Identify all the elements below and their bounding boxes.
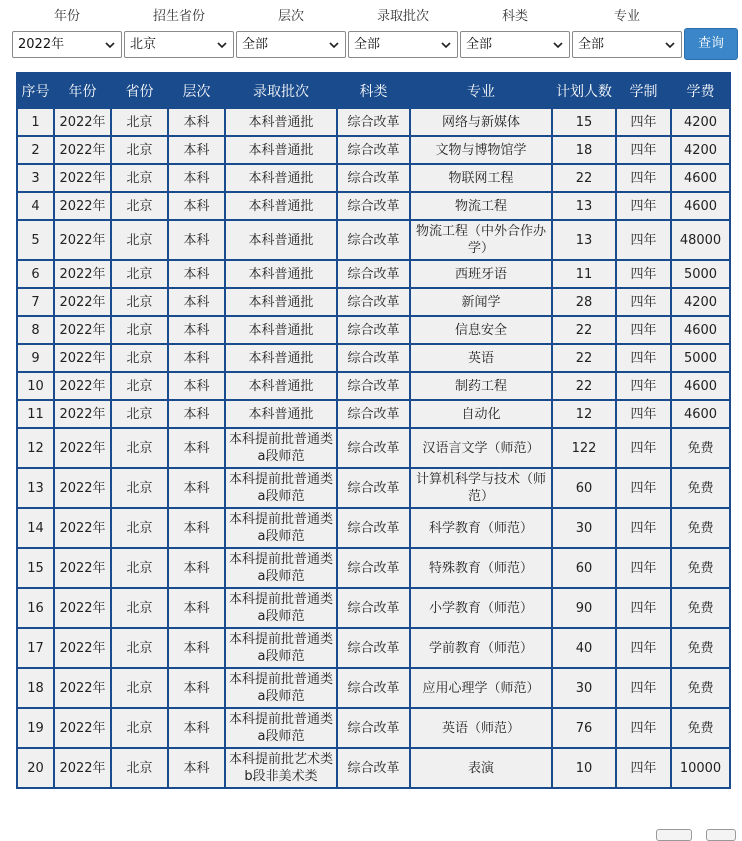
cell-level: 本科 xyxy=(168,108,225,136)
cell-year: 2022年 xyxy=(54,288,111,316)
cell-duration: 四年 xyxy=(616,588,671,628)
cell-plan-count: 13 xyxy=(552,220,616,260)
cell-plan-count: 60 xyxy=(552,548,616,588)
cell-level: 本科 xyxy=(168,344,225,372)
table-row xyxy=(17,400,730,428)
cell-level: 本科 xyxy=(168,400,225,428)
cell-duration: 四年 xyxy=(616,628,671,668)
cell-year: 2022年 xyxy=(54,588,111,628)
cell-tuition: 4600 xyxy=(671,400,730,428)
cell-duration: 四年 xyxy=(616,708,671,748)
cell-province: 北京 xyxy=(111,344,168,372)
cell-tuition: 免费 xyxy=(671,628,730,668)
cell-plan-count: 122 xyxy=(552,428,616,468)
cell-index: 3 xyxy=(17,164,54,192)
cell-tuition: 免费 xyxy=(671,588,730,628)
cell-batch: 本科提前批普通类a段师范 xyxy=(225,428,337,468)
cell-year: 2022年 xyxy=(54,668,111,708)
cell-batch: 本科普通批 xyxy=(225,136,337,164)
cell-level: 本科 xyxy=(168,136,225,164)
cell-index: 5 xyxy=(17,220,54,260)
cell-category: 综合改革 xyxy=(337,220,410,260)
cell-tuition: 免费 xyxy=(671,508,730,548)
cell-major: 特殊教育（师范） xyxy=(410,548,552,588)
cell-duration: 四年 xyxy=(616,468,671,508)
table-row xyxy=(17,260,730,288)
cell-year: 2022年 xyxy=(54,192,111,220)
cell-category: 综合改革 xyxy=(337,260,410,288)
pager-button[interactable] xyxy=(656,829,692,841)
cell-year: 2022年 xyxy=(54,344,111,372)
table-row xyxy=(17,428,730,468)
year-select-value: 2022年 xyxy=(18,37,65,52)
cell-province: 北京 xyxy=(111,136,168,164)
cell-major: 网络与新媒体 xyxy=(410,108,552,136)
cell-level: 本科 xyxy=(168,588,225,628)
chevron-down-icon xyxy=(105,41,115,49)
cell-index: 19 xyxy=(17,708,54,748)
cell-province: 北京 xyxy=(111,288,168,316)
cell-duration: 四年 xyxy=(616,344,671,372)
cell-year: 2022年 xyxy=(54,628,111,668)
col-header-duration: 学制 xyxy=(616,73,671,108)
cell-level: 本科 xyxy=(168,316,225,344)
cell-duration: 四年 xyxy=(616,372,671,400)
cell-category: 综合改革 xyxy=(337,136,410,164)
cell-province: 北京 xyxy=(111,108,168,136)
cell-major: 自动化 xyxy=(410,400,552,428)
cell-major: 汉语言文学（师范） xyxy=(410,428,552,468)
cell-year: 2022年 xyxy=(54,468,111,508)
cell-index: 7 xyxy=(17,288,54,316)
cell-duration: 四年 xyxy=(616,748,671,788)
cell-level: 本科 xyxy=(168,260,225,288)
cell-batch: 本科提前批普通类a段师范 xyxy=(225,548,337,588)
cell-category: 综合改革 xyxy=(337,468,410,508)
cell-duration: 四年 xyxy=(616,428,671,468)
table-row xyxy=(17,108,730,136)
cell-province: 北京 xyxy=(111,668,168,708)
cell-tuition: 4200 xyxy=(671,288,730,316)
cell-province: 北京 xyxy=(111,428,168,468)
cell-category: 综合改革 xyxy=(337,164,410,192)
col-header-category: 科类 xyxy=(337,73,410,108)
year-select[interactable] xyxy=(12,31,122,58)
cell-index: 10 xyxy=(17,372,54,400)
cell-duration: 四年 xyxy=(616,288,671,316)
batch-select-value: 全部 xyxy=(354,37,381,52)
cell-plan-count: 18 xyxy=(552,136,616,164)
cell-category: 综合改革 xyxy=(337,108,410,136)
chevron-down-icon xyxy=(217,41,227,49)
cell-tuition: 5000 xyxy=(671,260,730,288)
cell-index: 8 xyxy=(17,316,54,344)
cell-tuition: 免费 xyxy=(671,668,730,708)
cell-major: 表演 xyxy=(410,748,552,788)
cell-level: 本科 xyxy=(168,164,225,192)
cell-province: 北京 xyxy=(111,400,168,428)
filter-province-label: 招生省份 xyxy=(152,9,205,24)
cell-duration: 四年 xyxy=(616,164,671,192)
col-header-major: 专业 xyxy=(410,73,552,108)
table-row xyxy=(17,220,730,260)
cell-year: 2022年 xyxy=(54,428,111,468)
cell-index: 13 xyxy=(17,468,54,508)
cell-province: 北京 xyxy=(111,192,168,220)
cell-batch: 本科普通批 xyxy=(225,108,337,136)
cell-batch: 本科普通批 xyxy=(225,260,337,288)
cell-year: 2022年 xyxy=(54,316,111,344)
cell-year: 2022年 xyxy=(54,508,111,548)
cell-category: 综合改革 xyxy=(337,400,410,428)
cell-province: 北京 xyxy=(111,372,168,400)
cell-tuition: 4600 xyxy=(671,192,730,220)
cell-index: 14 xyxy=(17,508,54,548)
cell-category: 综合改革 xyxy=(337,372,410,400)
cell-year: 2022年 xyxy=(54,400,111,428)
col-header-tuition: 学费 xyxy=(671,73,730,108)
cell-plan-count: 12 xyxy=(552,400,616,428)
cell-year: 2022年 xyxy=(54,372,111,400)
cell-category: 综合改革 xyxy=(337,668,410,708)
cell-index: 1 xyxy=(17,108,54,136)
cell-province: 北京 xyxy=(111,316,168,344)
cell-batch: 本科提前批普通类a段师范 xyxy=(225,668,337,708)
cell-duration: 四年 xyxy=(616,192,671,220)
cell-index: 16 xyxy=(17,588,54,628)
cell-duration: 四年 xyxy=(616,108,671,136)
cell-plan-count: 30 xyxy=(552,508,616,548)
cell-province: 北京 xyxy=(111,260,168,288)
table-row xyxy=(17,748,730,788)
cell-category: 综合改革 xyxy=(337,548,410,588)
cell-level: 本科 xyxy=(168,220,225,260)
cell-category: 综合改革 xyxy=(337,192,410,220)
cell-tuition: 10000 xyxy=(671,748,730,788)
cell-duration: 四年 xyxy=(616,400,671,428)
cell-category: 综合改革 xyxy=(337,428,410,468)
table-row xyxy=(17,708,730,748)
cell-plan-count: 30 xyxy=(552,668,616,708)
cell-major: 英语 xyxy=(410,344,552,372)
cell-plan-count: 90 xyxy=(552,588,616,628)
cell-level: 本科 xyxy=(168,468,225,508)
cell-tuition: 4600 xyxy=(671,372,730,400)
cell-major: 物流工程（中外合作办学） xyxy=(410,220,552,260)
cell-major: 信息安全 xyxy=(410,316,552,344)
cell-batch: 本科普通批 xyxy=(225,220,337,260)
col-header-index: 序号 xyxy=(17,73,54,108)
cell-duration: 四年 xyxy=(616,668,671,708)
cell-duration: 四年 xyxy=(616,508,671,548)
cell-duration: 四年 xyxy=(616,136,671,164)
cell-tuition: 5000 xyxy=(671,344,730,372)
province-select-value: 北京 xyxy=(130,37,157,52)
filter-major-label: 专业 xyxy=(613,9,640,24)
cell-major: 小学教育（师范） xyxy=(410,588,552,628)
cell-plan-count: 22 xyxy=(552,344,616,372)
cell-province: 北京 xyxy=(111,508,168,548)
cell-year: 2022年 xyxy=(54,136,111,164)
cell-index: 6 xyxy=(17,260,54,288)
cell-tuition: 4200 xyxy=(671,136,730,164)
cell-duration: 四年 xyxy=(616,316,671,344)
cell-level: 本科 xyxy=(168,508,225,548)
table-row xyxy=(17,344,730,372)
table-body xyxy=(17,108,730,788)
category-select[interactable] xyxy=(460,31,570,58)
cell-category: 综合改革 xyxy=(337,628,410,668)
province-select[interactable] xyxy=(124,31,234,58)
cell-major: 制药工程 xyxy=(410,372,552,400)
cell-category: 综合改革 xyxy=(337,588,410,628)
cell-category: 综合改革 xyxy=(337,288,410,316)
cell-category: 综合改革 xyxy=(337,344,410,372)
cell-index: 18 xyxy=(17,668,54,708)
cell-year: 2022年 xyxy=(54,748,111,788)
table-row xyxy=(17,588,730,628)
cell-province: 北京 xyxy=(111,748,168,788)
cell-tuition: 免费 xyxy=(671,428,730,468)
filter-year-label: 年份 xyxy=(53,9,80,24)
col-header-province: 省份 xyxy=(111,73,168,108)
col-header-batch: 录取批次 xyxy=(225,73,337,108)
query-button[interactable]: 查询 xyxy=(684,28,738,60)
table-row xyxy=(17,164,730,192)
chevron-down-icon xyxy=(665,41,675,49)
cell-major: 学前教育（师范） xyxy=(410,628,552,668)
cell-year: 2022年 xyxy=(54,108,111,136)
cell-plan-count: 22 xyxy=(552,316,616,344)
cell-year: 2022年 xyxy=(54,164,111,192)
chevron-down-icon xyxy=(553,41,563,49)
cell-batch: 本科普通批 xyxy=(225,164,337,192)
cell-province: 北京 xyxy=(111,220,168,260)
cell-batch: 本科普通批 xyxy=(225,344,337,372)
chevron-down-icon xyxy=(441,41,451,49)
major-select[interactable] xyxy=(572,31,682,58)
cell-level: 本科 xyxy=(168,372,225,400)
cell-duration: 四年 xyxy=(616,260,671,288)
table-row xyxy=(17,668,730,708)
cell-tuition: 免费 xyxy=(671,548,730,588)
cell-batch: 本科普通批 xyxy=(225,288,337,316)
cell-index: 15 xyxy=(17,548,54,588)
cell-province: 北京 xyxy=(111,468,168,508)
cell-batch: 本科提前批艺术类b段非美术类 xyxy=(225,748,337,788)
cell-batch: 本科普通批 xyxy=(225,400,337,428)
cell-index: 12 xyxy=(17,428,54,468)
col-header-level: 层次 xyxy=(168,73,225,108)
cell-year: 2022年 xyxy=(54,708,111,748)
pager-button[interactable] xyxy=(706,829,736,841)
cell-level: 本科 xyxy=(168,288,225,316)
cell-major: 文物与博物馆学 xyxy=(410,136,552,164)
cell-index: 2 xyxy=(17,136,54,164)
cell-level: 本科 xyxy=(168,192,225,220)
cell-batch: 本科普通批 xyxy=(225,372,337,400)
filter-batch-label: 录取批次 xyxy=(376,9,429,24)
cell-level: 本科 xyxy=(168,668,225,708)
cell-plan-count: 40 xyxy=(552,628,616,668)
cell-plan-count: 60 xyxy=(552,468,616,508)
level-select-value: 全部 xyxy=(242,37,269,52)
cell-batch: 本科提前批普通类a段师范 xyxy=(225,708,337,748)
table-row xyxy=(17,548,730,588)
cell-index: 4 xyxy=(17,192,54,220)
cell-tuition: 免费 xyxy=(671,468,730,508)
table-row xyxy=(17,468,730,508)
cell-province: 北京 xyxy=(111,548,168,588)
cell-tuition: 4200 xyxy=(671,108,730,136)
cell-province: 北京 xyxy=(111,588,168,628)
level-select[interactable] xyxy=(236,31,346,58)
table-row xyxy=(17,316,730,344)
cell-major: 科学教育（师范） xyxy=(410,508,552,548)
cell-tuition: 免费 xyxy=(671,708,730,748)
cell-batch: 本科提前批普通类a段师范 xyxy=(225,628,337,668)
cell-plan-count: 22 xyxy=(552,372,616,400)
cell-index: 11 xyxy=(17,400,54,428)
cell-index: 20 xyxy=(17,748,54,788)
cell-major: 计算机科学与技术（师范） xyxy=(410,468,552,508)
cell-tuition: 48000 xyxy=(671,220,730,260)
filter-bar xyxy=(0,0,742,64)
cell-category: 综合改革 xyxy=(337,508,410,548)
cell-year: 2022年 xyxy=(54,548,111,588)
cell-province: 北京 xyxy=(111,628,168,668)
cell-major: 新闻学 xyxy=(410,288,552,316)
cell-plan-count: 22 xyxy=(552,164,616,192)
cell-major: 应用心理学（师范） xyxy=(410,668,552,708)
cell-plan-count: 28 xyxy=(552,288,616,316)
col-header-plan-count: 计划人数 xyxy=(552,73,616,108)
cell-index: 9 xyxy=(17,344,54,372)
category-select-value: 全部 xyxy=(466,37,493,52)
cell-batch: 本科提前批普通类a段师范 xyxy=(225,468,337,508)
col-header-year: 年份 xyxy=(54,73,111,108)
cell-plan-count: 13 xyxy=(552,192,616,220)
cell-tuition: 4600 xyxy=(671,164,730,192)
cell-major: 西班牙语 xyxy=(410,260,552,288)
cell-province: 北京 xyxy=(111,164,168,192)
cell-category: 综合改革 xyxy=(337,316,410,344)
cell-major: 物联网工程 xyxy=(410,164,552,192)
major-select-value: 全部 xyxy=(578,37,605,52)
cell-tuition: 4600 xyxy=(671,316,730,344)
cell-level: 本科 xyxy=(168,708,225,748)
cell-batch: 本科普通批 xyxy=(225,316,337,344)
cell-batch: 本科提前批普通类a段师范 xyxy=(225,588,337,628)
cell-major: 英语（师范） xyxy=(410,708,552,748)
enrollment-plan-table xyxy=(16,72,731,789)
cell-category: 综合改革 xyxy=(337,708,410,748)
cell-level: 本科 xyxy=(168,428,225,468)
table-row xyxy=(17,136,730,164)
table-row xyxy=(17,628,730,668)
table-row xyxy=(17,508,730,548)
cell-category: 综合改革 xyxy=(337,748,410,788)
chevron-down-icon xyxy=(329,41,339,49)
cell-level: 本科 xyxy=(168,748,225,788)
cell-major: 物流工程 xyxy=(410,192,552,220)
batch-select[interactable] xyxy=(348,31,458,58)
cell-plan-count: 15 xyxy=(552,108,616,136)
filter-category-label: 科类 xyxy=(501,9,528,24)
cell-level: 本科 xyxy=(168,628,225,668)
table-row xyxy=(17,372,730,400)
cell-year: 2022年 xyxy=(54,220,111,260)
cell-plan-count: 10 xyxy=(552,748,616,788)
cell-province: 北京 xyxy=(111,708,168,748)
table-row xyxy=(17,288,730,316)
table-header-row xyxy=(17,73,730,108)
cell-plan-count: 76 xyxy=(552,708,616,748)
cell-plan-count: 11 xyxy=(552,260,616,288)
cell-year: 2022年 xyxy=(54,260,111,288)
cell-level: 本科 xyxy=(168,548,225,588)
cell-index: 17 xyxy=(17,628,54,668)
cell-duration: 四年 xyxy=(616,548,671,588)
cell-batch: 本科普通批 xyxy=(225,192,337,220)
filter-level-label: 层次 xyxy=(277,9,304,24)
cell-duration: 四年 xyxy=(616,220,671,260)
cell-batch: 本科提前批普通类a段师范 xyxy=(225,508,337,548)
table-row xyxy=(17,192,730,220)
